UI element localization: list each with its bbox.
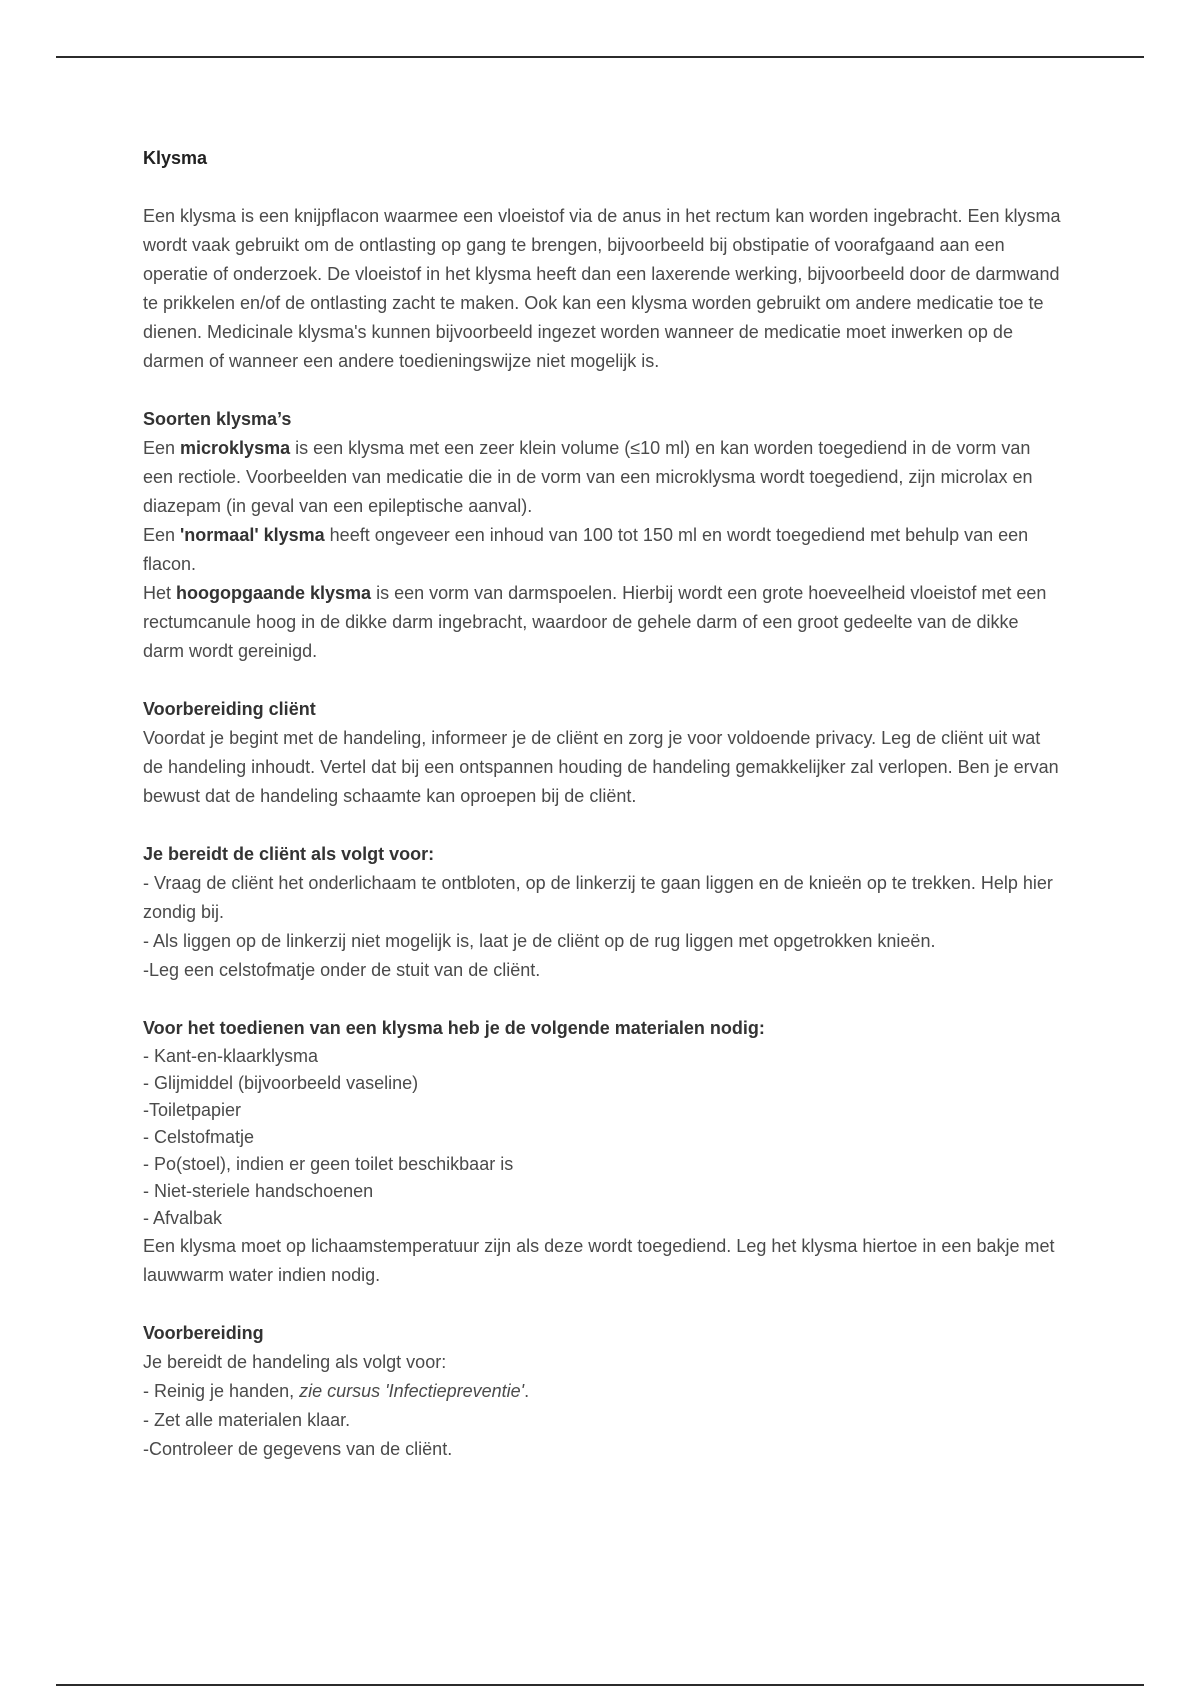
document-body <box>143 144 1063 1464</box>
preparation-step: - Zet alle materialen klaar. <box>143 1410 351 1430</box>
spacer <box>143 376 1063 405</box>
intro-paragraph: Een klysma is een knijpflacon waarmee een vloeistof via de anus in het rectum kan worden ingebracht. Een klysma wordt vaak gebruikt om de ontlasting op gang te brengen, bijvoorbeeld bij obstipatie of voorafgaand aan een operatie of onderzoek. De vloeistof in het klysma heeft dan een laxerende werking, bijvoorbeeld door de darmwand te prikkelen en/of de ontlasting zacht te maken. Ook kan een klysma worden gebruikt om andere medicatie toe te dienen. Medicinale klysma's kunnen bijvoorbeeld ingezet worden wanneer de medicatie moet inwerken op de darmen of wanneer een andere toedieningswijze niet mogelijk is. <box>143 206 1061 371</box>
top-rule <box>56 56 1144 58</box>
preparation-step-text: - Reinig je handen, <box>143 1381 300 1401</box>
client-step-item: -Leg een celstofmatje onder de stuit van de cliënt. <box>143 960 541 980</box>
materials-item: - Glijmiddel (bijvoorbeeld vaseline) <box>143 1073 419 1093</box>
microklysma-pre: Een <box>143 438 181 458</box>
course-reference: zie cursus 'Infectiepreventie' <box>299 1381 525 1401</box>
client-prep-paragraph: Voordat je begint met de handeling, informeer je de cliënt en zorg je voor voldoende privacy. Leg de cliënt uit wat de handeling inhoudt. Vertel dat bij een ontspannen houding de handeling gemakkelijker zal verlopen. Ben je ervan bewust dat de handeling schaamte kan oproepen bij de cliënt. <box>143 728 1059 806</box>
materials-note: Een klysma moet op lichaamstemperatuur zijn als deze wordt toegediend. Leg het klysma hiertoe in een bakje met lauwwarm water indien nodig. <box>143 1236 1055 1285</box>
materials-item: - Niet-steriele handschoenen <box>143 1181 374 1201</box>
spacer <box>143 811 1063 840</box>
spacer <box>143 985 1063 1014</box>
high-klysma-post: is een vorm van darmspoelen. Hierbij wordt een grote hoeveelheid vloeistof met een rectumcanule hoog in de dikke darm ingebracht, waardoor de gehele darm of een groot gedeelte van de dikke darm wordt gereinigd. <box>143 583 1047 661</box>
client-prep-heading: Voorbereiding cliënt <box>143 699 316 719</box>
microklysma-post: is een klysma met een zeer klein volume (≤10 ml) en kan worden toegediend in de vorm van een rectiole. Voorbeelden van medicatie die in de vorm van een microklysma wordt toegediend, zijn microlax en diazepam (in geval van een epileptische aanval). <box>143 438 1033 516</box>
client-step-item: - Vraag de cliënt het onderlichaam te ontbloten, op de linkerzij te gaan liggen en de knieën op te trekken. Help hier zondig bij. <box>143 873 1053 922</box>
materials-item: - Kant-en-klaarklysma <box>143 1046 319 1066</box>
preparation-step: -Controleer de gegevens van de cliënt. <box>143 1439 453 1459</box>
normal-klysma-pre: Een <box>143 525 181 545</box>
spacer <box>143 666 1063 695</box>
spacer <box>143 1290 1063 1319</box>
materials-item: - Celstofmatje <box>143 1127 255 1147</box>
high-klysma-pre: Het <box>143 583 177 603</box>
bottom-rule <box>56 1684 1144 1686</box>
client-steps-heading: Je bereidt de cliënt als volgt voor: <box>143 844 435 864</box>
microklysma-paragraph <box>143 434 1063 521</box>
materials-item: - Po(stoel), indien er geen toilet beschikbaar is <box>143 1154 514 1174</box>
materials-item: -Toiletpapier <box>143 1100 242 1120</box>
normal-klysma-post: heeft ongeveer een inhoud van 100 tot 150 ml en wordt toegediend met behulp van een flacon. <box>143 525 1029 574</box>
materials-item: - Afvalbak <box>143 1208 223 1228</box>
normal-klysma-term: 'normaal' klysma <box>180 525 325 545</box>
preparation-step-end: . <box>524 1381 530 1401</box>
microklysma-term: microklysma <box>180 438 291 458</box>
high-klysma-paragraph <box>143 579 1063 666</box>
normal-klysma-paragraph <box>143 521 1063 579</box>
types-heading: Soorten klysma’s <box>143 409 292 429</box>
materials-list <box>143 1043 1063 1232</box>
preparation-intro: Je bereidt de handeling als volgt voor: <box>143 1352 447 1372</box>
document-title: Klysma <box>143 148 208 168</box>
client-step-item: - Als liggen op de linkerzij niet mogelijk is, laat je de cliënt op de rug liggen met opgetrokken knieën. <box>143 931 936 951</box>
preparation-step <box>143 1377 1063 1406</box>
preparation-heading: Voorbereiding <box>143 1323 264 1343</box>
high-klysma-term: hoogopgaande klysma <box>176 583 372 603</box>
materials-heading: Voor het toedienen van een klysma heb je de volgende materialen nodig: <box>143 1018 765 1038</box>
